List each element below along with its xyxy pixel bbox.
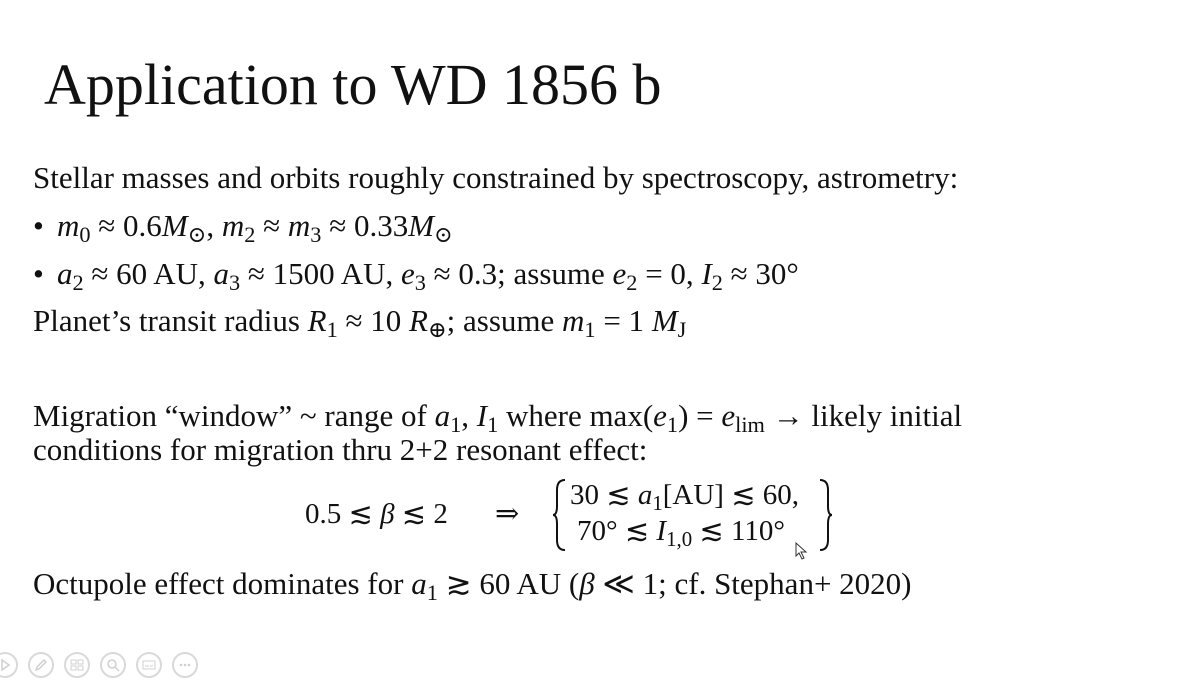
more-icon[interactable]	[172, 652, 198, 678]
pen-icon[interactable]	[28, 652, 54, 678]
planet-line: Planet’s transit radius $R_1 \approx 10$ $R_\oplus$; assume $m_1 = 1$ $M_J$	[33, 303, 687, 343]
mouse-cursor-icon	[795, 542, 809, 560]
beta-range: 0.5 ≲ β ≲ 2	[305, 498, 448, 530]
slide-title: Application to WD 1856 b	[44, 52, 662, 117]
zoom-icon[interactable]	[100, 652, 126, 678]
bullet-marker: •	[33, 208, 44, 243]
octupole-line: Octupole effect dominates for $a_1$ ≳ 60 AU (β ≪ 1; cf. Stephan+ 2020)	[33, 566, 912, 606]
presenter-toolbar	[0, 652, 220, 682]
subtitles-icon[interactable]	[136, 652, 162, 678]
bullet-orbits: • $a_2 \approx 60$ AU, $a_3 \approx 1500$ AU, $e_3 \approx 0.3$; assume $e_2 = 0$, $I_2 \approx 30^\circ$	[33, 256, 799, 296]
bullet-masses: • $m_0 \approx 0.6M_⊙$, $m_2 \approx m_3 \approx 0.33M_⊙$	[33, 208, 453, 248]
play-icon[interactable]	[0, 652, 18, 678]
equation-row-2: 70° ≲ $I_{1,0}$ ≲ 110°	[577, 515, 785, 551]
implies-symbol: ⇒	[495, 498, 520, 530]
bullet-marker: •	[33, 256, 44, 291]
left-brace	[553, 478, 567, 552]
migration-line-1: Migration “window” ~ range of $a_1$, $I_1$ where $\max(e_1) = e_{lim}$ → likely initial	[33, 398, 963, 438]
slides-icon[interactable]	[64, 652, 90, 678]
intro-line: Stellar masses and orbits roughly constrained by spectroscopy, astrometry:	[33, 160, 959, 195]
migration-line-2: conditions for migration thru 2+2 resonant effect:	[33, 432, 648, 467]
right-brace	[818, 478, 832, 552]
equation-row-1: 30 ≲ $a_1[AU]$ ≲ 60,	[570, 479, 799, 515]
